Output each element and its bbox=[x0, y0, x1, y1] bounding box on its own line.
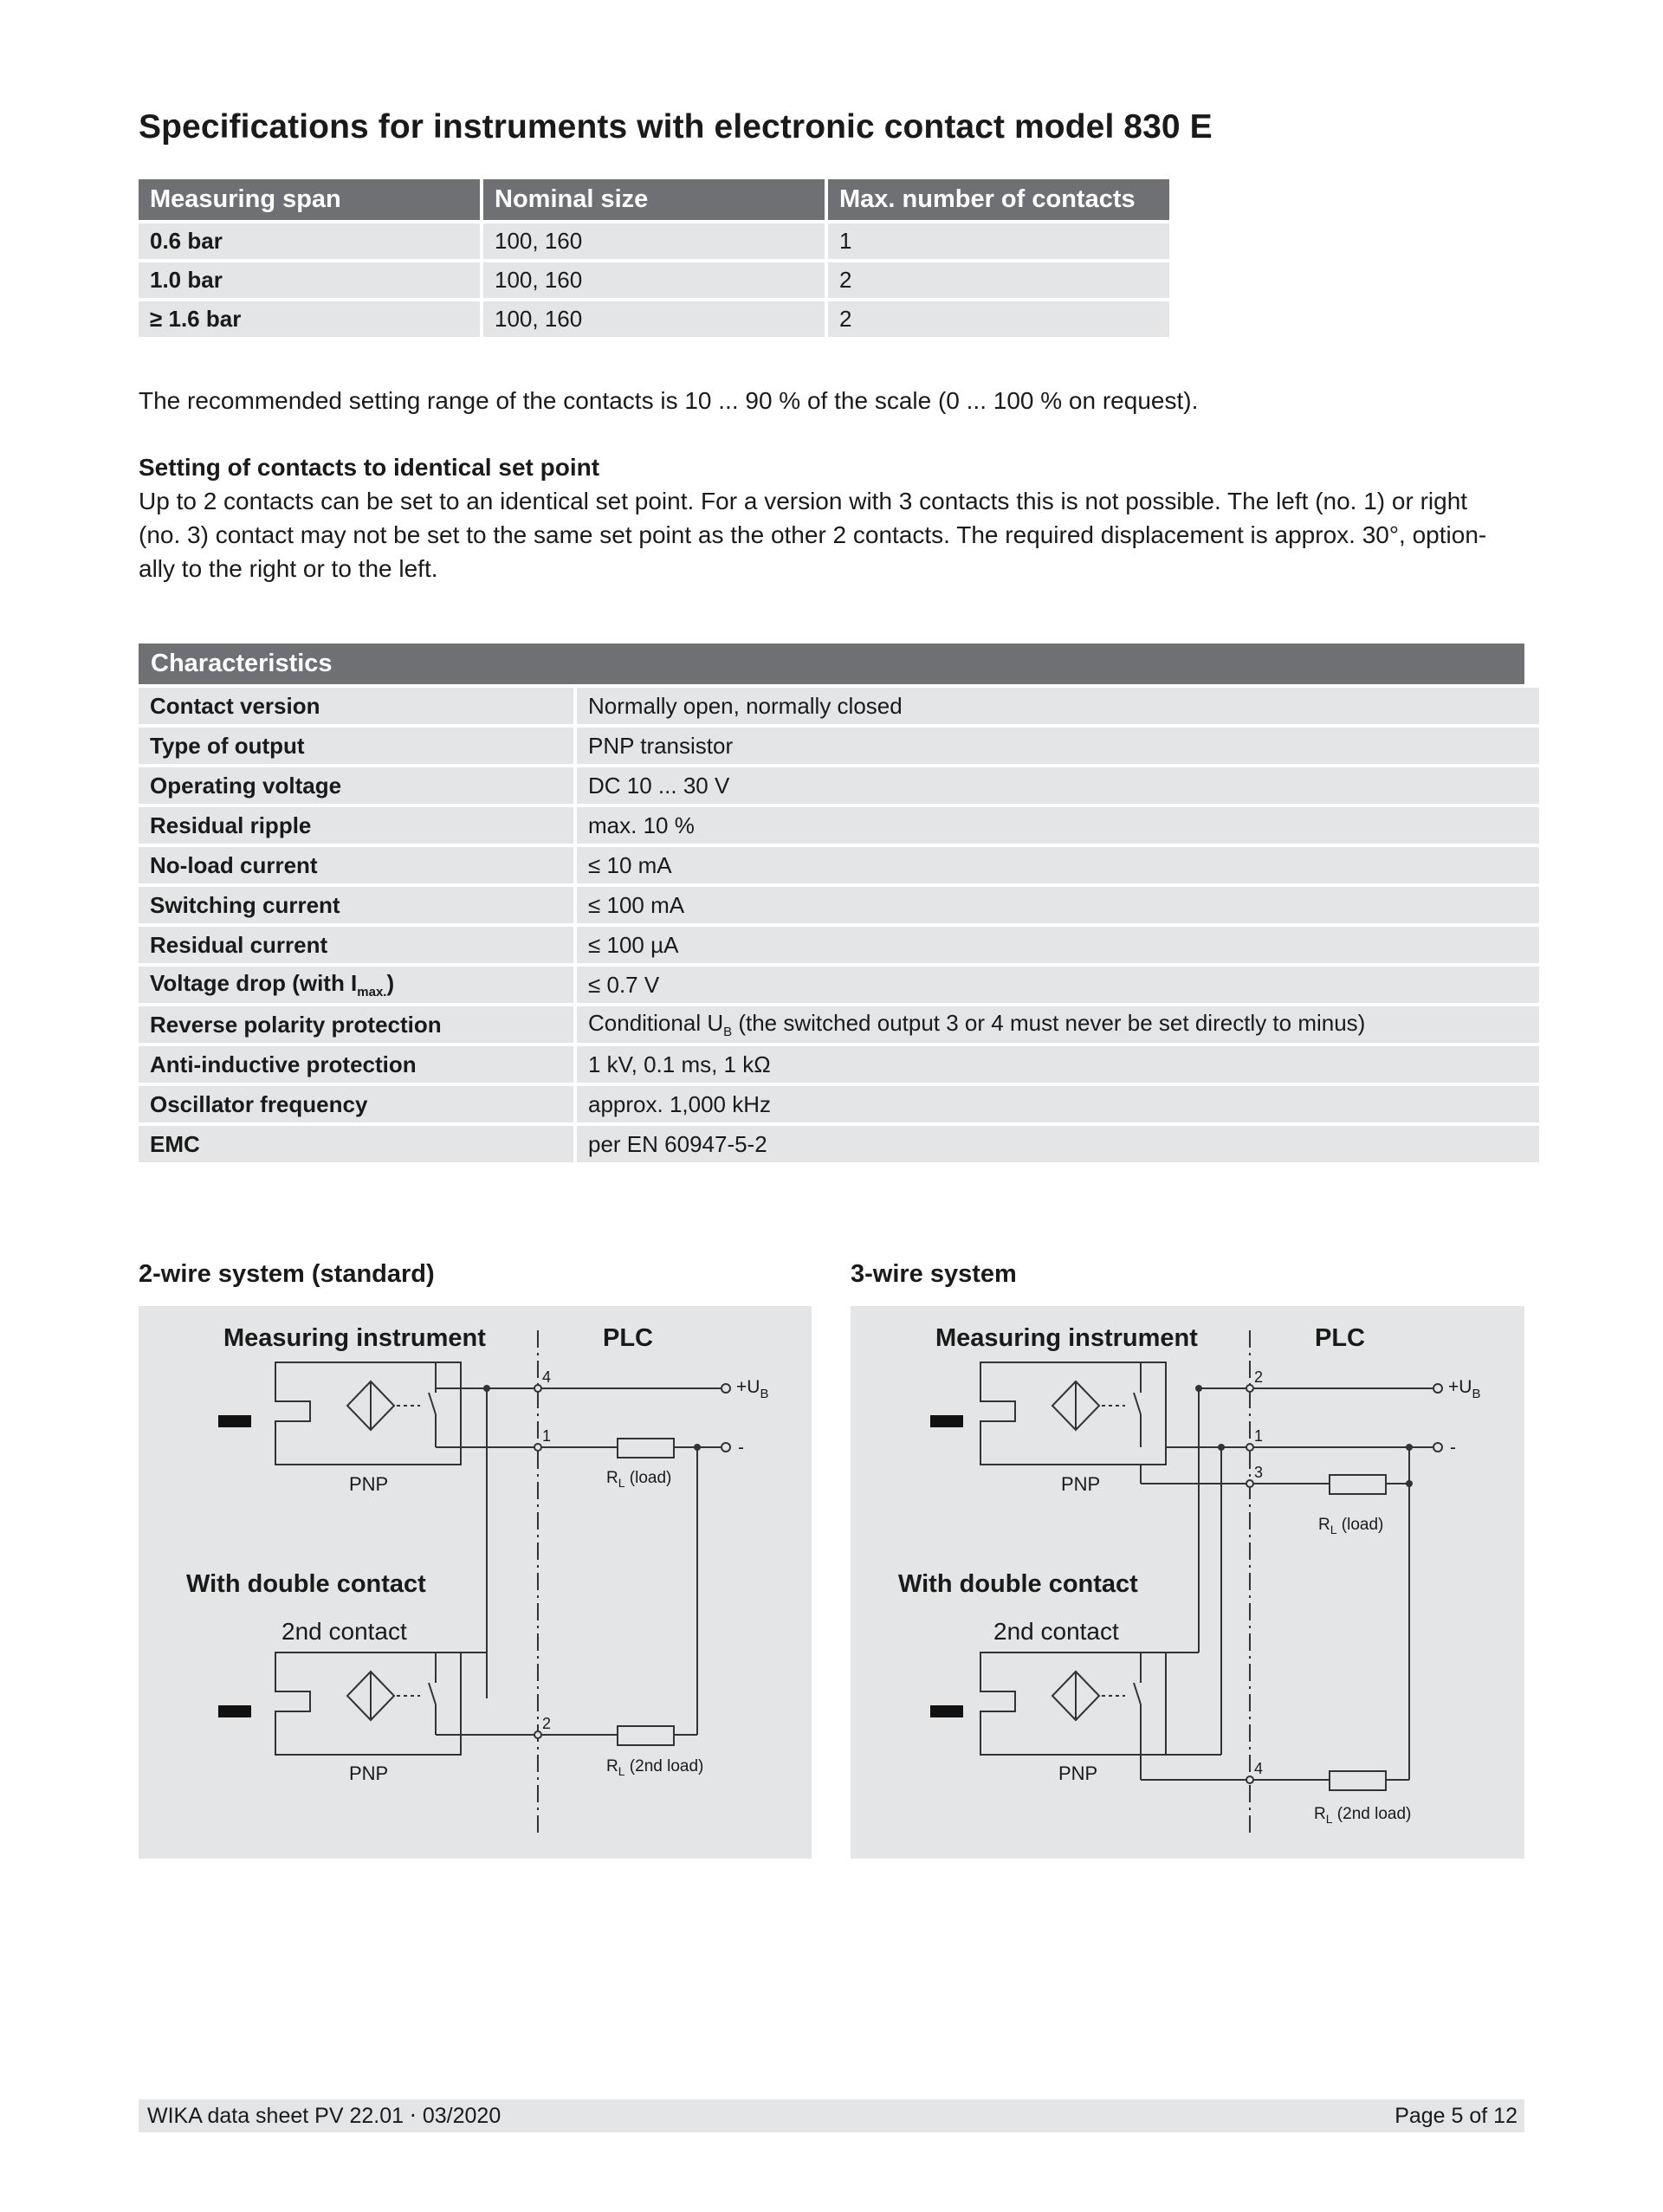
page-title: Specifications for instruments with electronic contact model 830 E bbox=[139, 108, 1213, 146]
char-label: Type of output bbox=[139, 724, 573, 764]
char-label: Switching current bbox=[139, 883, 573, 923]
load-label bbox=[1318, 1516, 1383, 1536]
sensor-target bbox=[930, 1415, 963, 1427]
load-resistor bbox=[618, 1439, 674, 1458]
load-resistor-2 bbox=[1330, 1771, 1386, 1790]
sensor-target bbox=[218, 1415, 251, 1427]
label-text: Voltage drop (with I bbox=[150, 969, 358, 996]
three-wire-title: 3-wire system bbox=[851, 1260, 1017, 1288]
sensor-target-2 bbox=[930, 1705, 963, 1717]
load-label-2 bbox=[606, 1757, 703, 1778]
minus-label: - bbox=[1450, 1438, 1456, 1458]
pnp-label: PNP bbox=[1061, 1473, 1101, 1495]
load-label bbox=[606, 1469, 671, 1490]
measuring-instrument-label: Measuring instrument bbox=[223, 1324, 486, 1352]
value-subscript: B bbox=[723, 1025, 733, 1040]
two-wire-diagram bbox=[139, 1306, 812, 1859]
rl-text: R bbox=[1318, 1516, 1330, 1534]
identical-setpoint-line-1: Up to 2 contacts can be set to an identical set point. For a version with 3 contacts this is not possible. The left (no. 1) or right bbox=[139, 488, 1468, 514]
table-row bbox=[139, 804, 1539, 844]
char-value bbox=[577, 1003, 1539, 1043]
char-value: per EN 60947-5-2 bbox=[577, 1122, 1539, 1162]
terminal-label: 4 bbox=[542, 1368, 552, 1386]
pnp-label-2: PNP bbox=[1058, 1762, 1098, 1784]
char-value: ≤ 100 µA bbox=[577, 923, 1539, 963]
pnp-label: PNP bbox=[349, 1473, 389, 1495]
char-label: Contact version bbox=[139, 684, 573, 724]
sensor-body-2 bbox=[275, 1653, 461, 1755]
plc-label: PLC bbox=[1315, 1324, 1365, 1352]
char-value: Normally open, normally closed bbox=[577, 684, 1539, 724]
table-row bbox=[139, 684, 1539, 724]
char-label: Reverse polarity protection bbox=[139, 1003, 573, 1043]
load-text: (load) bbox=[1336, 1516, 1384, 1534]
table-row bbox=[139, 1043, 1539, 1083]
spec-header-nominal-size: Nominal size bbox=[483, 179, 825, 220]
spec-header-measuring-span: Measuring span bbox=[139, 179, 480, 220]
rl-subscript: L bbox=[618, 1476, 625, 1490]
char-label: Operating voltage bbox=[139, 764, 573, 804]
table-row bbox=[139, 844, 1539, 883]
terminal-label: 4 bbox=[1254, 1760, 1264, 1777]
spec-cell: 0.6 bar bbox=[139, 220, 480, 259]
contact-switch bbox=[429, 1393, 436, 1414]
spec-cell: 100, 160 bbox=[483, 220, 825, 259]
spec-cell: ≥ 1.6 bar bbox=[139, 298, 480, 337]
identical-setpoint-line-2: (no. 3) contact may not be set to the same set point as the other 2 contacts. The required displacement is approx. 30°, option- bbox=[139, 521, 1487, 548]
table-row bbox=[139, 883, 1539, 923]
rl-subscript: L bbox=[618, 1764, 625, 1778]
minus-label: - bbox=[738, 1438, 744, 1458]
table-row bbox=[139, 1083, 1539, 1122]
char-label bbox=[139, 963, 573, 1003]
second-contact-label: 2nd contact bbox=[993, 1618, 1119, 1645]
table-row bbox=[139, 1003, 1539, 1043]
two-wire-title: 2-wire system (standard) bbox=[139, 1260, 435, 1288]
char-value: ≤ 10 mA bbox=[577, 844, 1539, 883]
rl-text: R bbox=[606, 1757, 618, 1775]
footer-datasheet: WIKA data sheet PV 22.01 ⋅ 03/2020 bbox=[147, 2104, 501, 2128]
sensor-body-2 bbox=[980, 1653, 1166, 1755]
footer-page-number: Page 5 of 12 bbox=[1394, 2104, 1517, 2128]
rl-subscript: L bbox=[1325, 1812, 1333, 1826]
table-row bbox=[139, 724, 1539, 764]
load-text: (2nd load) bbox=[624, 1757, 704, 1775]
page-footer bbox=[139, 2099, 1524, 2132]
terminal-label: 1 bbox=[542, 1427, 552, 1445]
supply-label bbox=[736, 1377, 768, 1401]
load-resistor bbox=[1330, 1475, 1386, 1494]
spec-cell: 1 bbox=[828, 220, 1169, 259]
char-label: EMC bbox=[139, 1122, 573, 1162]
table-row bbox=[139, 963, 1539, 1003]
table-row bbox=[139, 259, 1169, 298]
sensor-body bbox=[275, 1362, 461, 1465]
char-label: Anti-inductive protection bbox=[139, 1043, 573, 1083]
terminal-label: 2 bbox=[1254, 1368, 1264, 1386]
terminal-label: 1 bbox=[1254, 1427, 1264, 1445]
spec-header-max-contacts: Max. number of contacts bbox=[828, 179, 1169, 220]
contact-switch bbox=[1134, 1393, 1141, 1414]
char-value: ≤ 100 mA bbox=[577, 883, 1539, 923]
table-row bbox=[139, 1122, 1539, 1162]
spec-table bbox=[135, 179, 1173, 337]
load-text: (2nd load) bbox=[1332, 1805, 1412, 1823]
rl-text: R bbox=[1314, 1805, 1326, 1823]
table-row bbox=[139, 764, 1539, 804]
characteristics-table bbox=[135, 684, 1543, 1162]
sensor-body bbox=[980, 1362, 1166, 1465]
two-wire-circuit bbox=[139, 1306, 812, 1859]
contact-switch-2 bbox=[1134, 1683, 1141, 1704]
char-label: Residual ripple bbox=[139, 804, 573, 844]
char-label: Oscillator frequency bbox=[139, 1083, 573, 1122]
supply-text: +U bbox=[736, 1377, 760, 1397]
load-label-2 bbox=[1314, 1805, 1411, 1826]
supply-subscript: B bbox=[760, 1387, 769, 1401]
supply-subscript: B bbox=[1472, 1387, 1481, 1401]
spec-cell: 100, 160 bbox=[483, 298, 825, 337]
value-text: Conditional U bbox=[588, 1009, 724, 1036]
recommended-range-text: The recommended setting range of the contacts is 10 ... 90 % of the scale (0 ... 100 % on request). bbox=[139, 387, 1199, 414]
characteristics-heading: Characteristics bbox=[139, 644, 1524, 684]
char-value: DC 10 ... 30 V bbox=[577, 764, 1539, 804]
char-value: 1 kV, 0.1 ms, 1 kΩ bbox=[577, 1043, 1539, 1083]
supply-text: +U bbox=[1448, 1377, 1472, 1397]
char-value: ≤ 0.7 V bbox=[577, 963, 1539, 1003]
double-contact-label: With double contact bbox=[898, 1570, 1138, 1598]
identical-setpoint-line-3: ally to the right or to the left. bbox=[139, 555, 438, 582]
load-text: (load) bbox=[624, 1469, 672, 1487]
three-wire-diagram bbox=[851, 1306, 1524, 1859]
pnp-label-2: PNP bbox=[349, 1762, 389, 1784]
terminal-label: 2 bbox=[542, 1715, 552, 1732]
rl-subscript: L bbox=[1330, 1523, 1337, 1536]
spec-table-header bbox=[139, 179, 1169, 220]
char-value: approx. 1,000 kHz bbox=[577, 1083, 1539, 1122]
supply-label bbox=[1448, 1377, 1480, 1401]
plc-label: PLC bbox=[603, 1324, 653, 1352]
rl-text: R bbox=[606, 1469, 618, 1487]
char-label: Residual current bbox=[139, 923, 573, 963]
measuring-instrument-label: Measuring instrument bbox=[935, 1324, 1198, 1352]
spec-cell: 2 bbox=[828, 259, 1169, 298]
label-text: ) bbox=[386, 969, 395, 996]
value-text: (the switched output 3 or 4 must never be set directly to minus) bbox=[732, 1009, 1366, 1036]
identical-setpoint-heading: Setting of contacts to identical set point bbox=[139, 454, 600, 481]
char-value: max. 10 % bbox=[577, 804, 1539, 844]
char-label: No-load current bbox=[139, 844, 573, 883]
spec-cell: 2 bbox=[828, 298, 1169, 337]
table-row bbox=[139, 923, 1539, 963]
label-subscript: max. bbox=[357, 985, 387, 1000]
spec-cell: 100, 160 bbox=[483, 259, 825, 298]
terminal-label: 3 bbox=[1254, 1464, 1264, 1481]
second-contact-label: 2nd contact bbox=[281, 1618, 407, 1645]
double-contact-label: With double contact bbox=[186, 1570, 426, 1598]
load-resistor-2 bbox=[618, 1726, 674, 1745]
contact-switch-2 bbox=[429, 1683, 436, 1704]
sensor-target-2 bbox=[218, 1705, 251, 1717]
three-wire-circuit bbox=[851, 1306, 1524, 1859]
table-row bbox=[139, 220, 1169, 259]
spec-cell: 1.0 bar bbox=[139, 259, 480, 298]
table-row bbox=[139, 298, 1169, 337]
char-value: PNP transistor bbox=[577, 724, 1539, 764]
